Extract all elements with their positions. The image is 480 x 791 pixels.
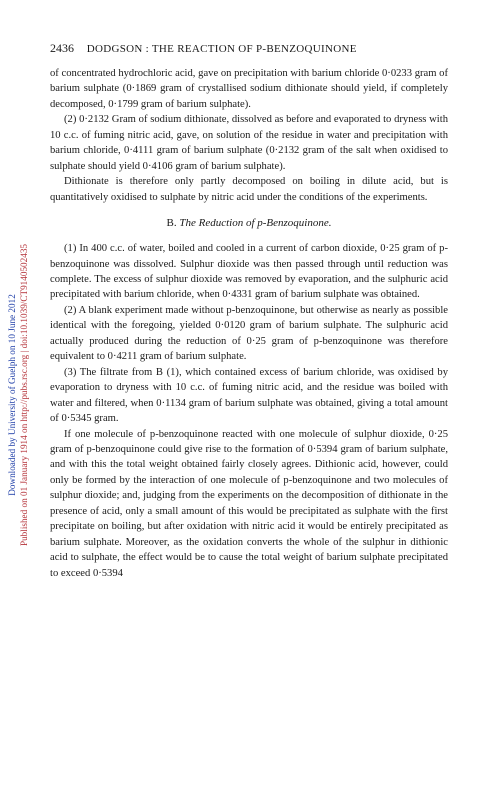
paragraph-2: (2) 0·2132 Gram of sodium dithionate, dissolved as before and evaporated to dryness with 10 c.c. of fuming nitric acid, gave, on solution of the residue in water and precipitation with barium chloride, 0·4111 gram of barium sulphate (0·2132 gram of the salt when oxidised to sulphate should yield 0·4106 gram of barium sulphate). [50,114,448,172]
paragraph-5: (2) A blank experiment made without p-benzoquinone, but otherwise as nearly as possible identical with the foregoing, yielded 0·0120 gram of barium sulphate. The sulphuric acid actually produced during the reduction of 0·25 gram of p-benzoquinone was therefore equivalent to 0·4211 gram of barium sulphate. [50,304,448,363]
section-title: The Reduction of [179,217,255,230]
paragraph-7: If one molecule of p-benzoquinone reacted with one molecule of sulphur dioxide, 0·25 gram of p-benzoquinone could give rise to the formation of 0·5394 gram of barium sulphate, and with this the total weight obtained fairly closely agrees. Dithionic acid, however, could only be formed by the interaction of one molecule of p-benzoquinone and two molecules of sulphur dioxide; and, judging from the experiments on the decomposition of dithionate in the presence of acid, only a small amount of this would be precipitated as sulphate with the first precipitate on boiling, but after oxidation with nitric acid it would be entirely precipitated as barium sulphate. Moreover, as the oxidation converts the whole of the sulphur in dithionic acid to sulphate, the effect would be to cause the total weight of barium sulphate precipitated to exceed 0·5394 [50,428,448,579]
publication-notice[interactable]: Published on 01 January 1914 on http://pubs.rsc.org | doi:10.1039/CT9140502435 [19,243,29,547]
paragraph-6: (3) The filtrate from B (1), which contained excess of barium chloride, was oxidised by evaporation to dryness with 10 c.c. of fuming nitric acid, and the residue was boiled with water and filtered, when 0·1134 gram of barium sulphate was obtained, giving a total amount of 0·5345 gram. [50,366,448,425]
section-heading [50,215,448,231]
section-compound: p-Benzoquinone. [257,217,332,230]
article-body [50,66,448,581]
download-notice[interactable]: Downloaded by University of Guelph on 10 June 2012 [7,294,17,496]
running-header [50,41,450,56]
page-number: 2436 [50,41,74,55]
paragraph-3: Dithionate is therefore only partly decomposed on boiling in dilute acid, but is quantitatively oxidised to sulphate by nitric acid under the conditions of the experiments. [50,176,448,203]
paragraph-1: of concentrated hydrochloric acid, gave on precipitation with barium chloride 0·0233 gram of barium sulphate (0·1869 gram of crystallised sodium dithionate should yield, if completely decomposed, 0·1799 gram of barium sulphate). [50,68,448,110]
section-prefix: B. [166,217,177,230]
paragraph-4: (1) In 400 c.c. of water, boiled and cooled in a current of carbon dioxide, 0·25 gram of p-benzoquinone was dissolved. Sulphur dioxide was then passed through until reduction was complete. The excess of sulphur dioxide was removed by evaporation, and the sulphuric acid precipitated with barium chloride, when 0·4331 gram of barium sulphate was obtained. [50,243,448,301]
running-title: DODGSON : THE REACTION OF P-BENZOQUINONE [86,43,357,55]
